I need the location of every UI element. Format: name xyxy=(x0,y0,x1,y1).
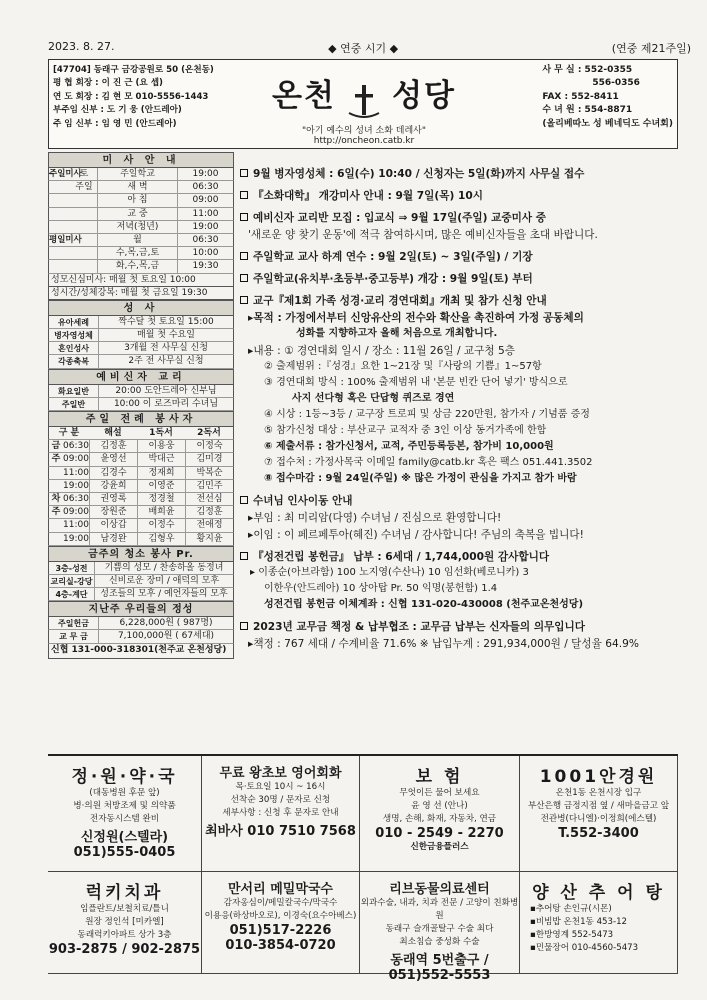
server-row xyxy=(48,467,234,480)
server-name: 황지윤 xyxy=(185,533,233,545)
sacrament-title: 성 사 xyxy=(48,300,234,316)
federation-chair: 연 도 회장 : 김 현 모 010-5556-1443 xyxy=(53,91,209,102)
ad-line: 부산은행 금정지점 옆 / 새마을금고 앞 xyxy=(527,801,670,811)
server-row xyxy=(48,453,234,466)
contest-content: ▸내용 : ① 경연대회 일시 / 장소 : 11월 26일 / 교구청 5층 xyxy=(248,345,515,357)
ad-line: 생명, 손해, 화재, 자동차, 연금 xyxy=(382,814,497,824)
ad-box xyxy=(360,872,520,983)
server-name: 이상갑 xyxy=(89,519,137,531)
ad-line: ▪비빔밥 온천1동 453-12 xyxy=(530,917,628,927)
mass-day xyxy=(71,194,97,206)
notices xyxy=(240,160,680,652)
cleaning-row xyxy=(48,575,234,588)
mass-day xyxy=(71,221,97,233)
mass-group xyxy=(49,208,71,220)
server-week xyxy=(49,467,63,479)
mass-time: 11:00 xyxy=(177,208,233,220)
ad-line: 윤 영 선 (안나) xyxy=(411,801,468,811)
mass-time: 06:30 xyxy=(177,234,233,246)
server-name: 박대근 xyxy=(137,453,185,465)
offering-account: 신협 131-000-318301(천주교 온천성당) xyxy=(51,644,227,655)
mass-time: 09:00 xyxy=(177,194,233,206)
ad-line: 온천1동 온천시장 입구 xyxy=(555,788,642,798)
server-time: 09:00 xyxy=(63,507,89,518)
contest-item: ② 출제범위 :『성경』요한 1~21장 및『사랑의 기쁨』1~57항 xyxy=(264,361,542,372)
sacrament-row-label: 혼인성사 xyxy=(49,342,99,354)
mass-row xyxy=(48,234,234,247)
ad-box xyxy=(520,872,678,974)
server-time: 06:30 xyxy=(63,493,89,504)
holy-hour: 성시간/성체강복: 매월 첫 금요일 19:30 xyxy=(51,287,208,298)
mass-day xyxy=(71,247,97,259)
left-column xyxy=(48,152,234,659)
cleaning-row-label: 교리실-강당 xyxy=(49,575,95,587)
mass-group xyxy=(49,221,71,233)
contest-item: ⑧ 접수마감 : 9월 24일(주일) ※ 많은 가정이 관심을 가지고 참가 바람 xyxy=(264,473,577,484)
ad-phone: 신정원(스텔라) 051)555-0405 xyxy=(73,830,176,860)
notice-sohwa-college: 『소화대학』 개강미사 안내 : 9월 7일(목) 10시 xyxy=(240,188,680,204)
cleaning-row xyxy=(48,588,234,601)
server-name: 김민주 xyxy=(185,480,233,492)
ad-box xyxy=(360,756,520,872)
catechumen-title: 예비신자 교리 xyxy=(48,369,234,385)
mass-row xyxy=(48,208,234,221)
server-name: 김정훈 xyxy=(89,440,137,452)
server-week: 금 xyxy=(51,441,61,452)
ad-phone-2: 010-3854-0720 xyxy=(225,938,336,953)
mass-row xyxy=(48,194,234,207)
server-name: 권영록 xyxy=(89,493,137,505)
mass-group xyxy=(49,247,71,259)
cleaning-row xyxy=(48,562,234,575)
offering-row-value: 6,228,000원 ( 987명) xyxy=(119,618,213,629)
mass-day xyxy=(71,234,97,246)
server-week: 차 xyxy=(51,493,61,504)
marian-mass: 성모신심미사: 매월 첫 토요일 10:00 xyxy=(51,274,196,285)
ad-phone: 903-2875 / 902-2875 xyxy=(48,942,201,957)
mass-time: 10:00 xyxy=(177,247,233,259)
cleaning-row-value: 신비로운 장미 / 애덕의 모후 xyxy=(108,575,220,586)
ad-phone: 최바사 010 7510 7568 xyxy=(205,824,356,839)
ad-line: 최소침습 중성화 수술 xyxy=(399,937,480,947)
ad-line: 목·토요일 10시 ~ 16시 xyxy=(235,782,326,792)
server-name: 정재희 xyxy=(137,467,185,479)
issue-date: 2023. 8. 27. xyxy=(48,40,115,53)
server-row xyxy=(48,440,234,453)
catechumen-row-value: 20:00 도안드레아 신부님 xyxy=(115,385,217,396)
server-name: 이정숙 xyxy=(185,440,233,452)
offering-title: 지난주 우리들의 정성 xyxy=(48,601,234,617)
mass-time: 06:30 xyxy=(177,181,233,193)
catechumen-row-label: 주일반 xyxy=(49,398,99,410)
mass-group xyxy=(49,194,71,206)
offering-row-value: 7,100,000원 ( 67세대) xyxy=(117,631,215,642)
server-name: 이영준 xyxy=(137,480,185,492)
ad-line: 무엇이든 물어 보세요 xyxy=(399,788,480,798)
catechumen-row-value: 10:00 이 로즈마리 수녀님 xyxy=(113,398,219,409)
server-row xyxy=(48,480,234,493)
ad-title: 무료 왕초보 영어회화 xyxy=(219,766,342,781)
sacrament-row-value: 2주 전 사무실 신청 xyxy=(128,356,204,367)
notice-building-fund: 『성전건립 봉헌금』 납부 : 6세대 / 1,744,000원 감사합니다 xyxy=(240,549,680,565)
ad-box xyxy=(48,756,202,872)
contest-item: 사지 선다형 혹은 단답형 퀴즈로 경연 xyxy=(292,393,455,404)
ad-line: 이용응(하상바오로), 이경숙(요수아베스) xyxy=(204,911,357,921)
cleaning-row-label: 4층-계단 xyxy=(49,588,95,600)
notice-sister-transfer: 수녀님 인사이동 안내 xyxy=(240,493,680,509)
server-time: 11:00 xyxy=(63,467,89,478)
server-week xyxy=(49,533,63,545)
servers-header: 구 분 해설 1독서 2독서 xyxy=(48,427,234,440)
ad-title: 보 험 xyxy=(415,767,464,787)
ad-title: 리브동물의료센터 xyxy=(389,882,490,897)
sacrament-row xyxy=(48,329,234,342)
tithe-detail: ▸책정 : 767 세대 / 수계비율 71.6% ※ 납입누계 : 291,934,000원 / 달성율 64.9% xyxy=(248,638,639,650)
building-fund-account: 성전건립 봉헌금 이체계좌 : 신협 131-020-430008 (천주교온천성당) xyxy=(264,599,584,610)
server-name: 강윤희 xyxy=(89,480,137,492)
offering-row xyxy=(48,617,234,630)
parish-url[interactable]: http://oncheon.catb.kr xyxy=(313,135,415,146)
associate-pastor: 부주임 신부 : 도 기 웅 (안드레아) xyxy=(53,105,182,116)
contest-item: ⑥ 제출서류 : 참가신청서, 교적, 주민등록등본, 참가비 10,000원 xyxy=(264,441,554,452)
ad-line: ▪민물장어 010-4560-5473 xyxy=(530,943,639,953)
notice-sick-communion: 9월 병자영성체 : 6일(수) 10:40 / 신청자는 5일(화)까지 사무실 접수 xyxy=(240,166,680,182)
ad-line: 전자동시스템 완비 xyxy=(89,814,160,824)
ad-line: 병·의원 처방조제 및 의약품 xyxy=(73,801,176,811)
convent-phone: 수 녀 원 : 554-8871 xyxy=(542,105,633,116)
sacrament-row-value: 3개월 전 사무실 신청 xyxy=(124,343,208,354)
notice-catechumen-detail: '새로운 양 찾기 운동'에 적극 참여하시며, 많은 예비신자들을 초대 바랍니다. xyxy=(248,229,598,241)
server-name: 윤영선 xyxy=(89,453,137,465)
ad-title: 정·원·약·국 xyxy=(71,767,178,787)
server-name: 이정수 xyxy=(137,519,185,531)
server-time: 11:00 xyxy=(63,520,89,531)
server-time: 09:00 xyxy=(63,454,89,465)
ad-title: 1001안경원 xyxy=(539,767,658,787)
ad-line: 동래럭키아파트 상가 3층 xyxy=(77,930,172,940)
notice-bible-contest: 교구『제1회 가족 성경·교리 경연대회』개최 및 참가 신청 안내 xyxy=(240,293,680,309)
ad-box xyxy=(202,756,360,872)
cleaning-row-label: 3층-성전 xyxy=(49,562,95,574)
server-name: 전선심 xyxy=(185,493,233,505)
advertisements xyxy=(48,754,678,983)
offering-row-label: 교 무 금 xyxy=(49,630,99,642)
server-name: 정경철 xyxy=(137,493,185,505)
server-row xyxy=(48,506,234,519)
server-week xyxy=(49,519,63,531)
server-time: 19:00 xyxy=(63,480,89,491)
ad-phone: 051)517-2226 xyxy=(229,923,332,938)
ad-phone: T.552-3400 xyxy=(558,826,639,841)
server-name: 박복순 xyxy=(185,467,233,479)
ad-box xyxy=(520,756,678,872)
cleaning-title: 금주의 청소 봉사 Pr. xyxy=(48,546,234,562)
mass-row xyxy=(48,221,234,234)
server-name: 장원준 xyxy=(89,506,137,518)
parish-title xyxy=(269,70,459,146)
sacrament-row xyxy=(48,316,234,329)
server-week xyxy=(49,480,63,492)
server-name: 전애정 xyxy=(185,519,233,531)
server-week: 주 xyxy=(51,507,61,518)
catechumen-row xyxy=(48,385,234,398)
server-name: 남경완 xyxy=(89,533,137,545)
server-name: 이용웅 xyxy=(137,440,185,452)
ad-phone: 동래역 5번출구 / 051)552-5553 xyxy=(388,953,491,983)
address: [47704] 동래구 금강공원로 50 (온천동) xyxy=(53,65,214,75)
masthead xyxy=(48,59,678,149)
contest-item: ④ 시상 : 1등~3등 / 교구장 트로피 및 상금 220만원, 참가자 / 기념품 증정 xyxy=(264,409,590,420)
contest-item: ⑤ 참가신청 대상 : 부산교구 교적자 중 3인 이상 동거가족에 한함 xyxy=(264,425,547,436)
mass-row xyxy=(48,247,234,260)
title-left: 온천 xyxy=(272,78,336,114)
ad-line: 전관병(다니엘)·이정희(에스텔) xyxy=(540,814,657,824)
ad-line: 원장 정인석 [미카엘] xyxy=(85,917,164,927)
server-row xyxy=(48,533,234,546)
mass-name: 수,목,금,토 xyxy=(97,247,177,259)
liturgical-season: ◆ 연중 시기 ◆ xyxy=(328,42,399,55)
mass-group: 평일미사 xyxy=(49,234,82,245)
ad-line: 선착순 30명 / 문자로 신청 xyxy=(230,795,331,805)
ad-box xyxy=(202,872,360,974)
mass-group xyxy=(49,260,71,272)
sacrament-row-value: 매월 첫 수요일 xyxy=(137,330,195,341)
ad-brand: 신한금융플러스 xyxy=(410,842,469,852)
notice-catechumen: 예비신자 교리반 모집 : 입교식 ⇒ 9월 17일(주일) 교중미사 중 xyxy=(240,210,680,226)
cleaning-row-value: 기쁨의 성모 / 찬송하올 동정녀 xyxy=(104,562,224,573)
council-chair: 평 협 회장 : 이 진 근 (요 셉) xyxy=(53,78,163,89)
ad-box xyxy=(48,872,202,974)
server-time: 19:00 xyxy=(63,533,89,544)
server-name: 김형우 xyxy=(137,533,185,545)
mass-time: 19:30 xyxy=(177,260,233,272)
ad-phone: 010 - 2549 - 2270 xyxy=(375,826,504,841)
ad-line: 외과수술, 내과, 치과 전문 / 고양이 친화병원 xyxy=(360,898,519,921)
contest-item: ⑦ 접수처 : 가정사목국 이메일 family@catb.kr 혹은 팩스 051.441.3502 xyxy=(264,457,593,468)
cleaning-row-value: 성조들의 모후 / 예언자들의 모후 xyxy=(100,589,228,600)
sister-arrival: ▸부임 : 최 미리암(다영) 수녀님 / 진심으로 환영합니다! xyxy=(248,512,502,524)
sacrament-row xyxy=(48,355,234,368)
donors-line-1: ▸ 이종순(아브라함) 100 노지영(수산나) 10 임선화(베로니카) 3 xyxy=(250,567,529,578)
mass-name: 새 벽 xyxy=(97,181,177,193)
mass-group: 주일미사 xyxy=(49,169,82,179)
ad-title: 만서리 메밀막국수 xyxy=(228,882,333,897)
server-row xyxy=(48,519,234,532)
mass-day xyxy=(71,260,97,272)
offering-row xyxy=(48,630,234,643)
mass-time: 19:00 xyxy=(177,168,233,180)
parish-info xyxy=(53,64,214,131)
mass-name: 월 xyxy=(97,234,177,246)
mass-name: 화,수,목,금 xyxy=(97,260,177,272)
office-phone: 사 무 실 : 552-0355 xyxy=(542,65,633,75)
title-right: 성당 xyxy=(392,78,456,114)
mass-name: 아 침 xyxy=(97,194,177,206)
server-name: 김정훈 xyxy=(185,506,233,518)
server-name: 배희윤 xyxy=(137,506,185,518)
mass-group xyxy=(49,181,71,193)
notice-tithe: 2023년 교무금 책정 & 납부협조 : 교무금 납부는 신자들의 의무입니다 xyxy=(240,619,680,635)
sister-departure: ▸이임 : 이 페르페투아(혜진) 수녀님 / 감사합니다! 주님의 축복을 빕니다! xyxy=(248,529,584,541)
patron-saint: "아기 예수의 성녀 소화 데레사" xyxy=(301,125,427,136)
mass-day: 주일 xyxy=(75,182,93,193)
mass-row xyxy=(48,181,234,194)
liturgical-week: (연중 제21주일) xyxy=(611,42,691,55)
contest-purpose: ▸목적 : 가정에서부터 신앙유산의 전수와 확산을 촉진하여 가정 공동체의 xyxy=(248,312,584,324)
ad-line: 동래구 슬개골탈구 수술 최다 xyxy=(385,924,494,934)
server-time: 06:30 xyxy=(63,441,89,452)
contact-numbers xyxy=(542,64,673,131)
offering-row-label: 주일헌금 xyxy=(49,617,99,629)
ad-line: ▪한방영계 552-5473 xyxy=(530,930,614,940)
servers-title: 주일 전례 봉사자 xyxy=(48,411,234,427)
sacrament-row-label: 병자영성체 xyxy=(49,329,99,341)
contest-purpose-2: 성화를 지향하고자 올해 처음으로 개최합니다. xyxy=(296,328,498,339)
notice-teacher-training: 주일학교 교사 하계 연수 : 9월 2일(토) ~ 3일(주일) / 기장 xyxy=(240,249,680,265)
fax: FAX : 552-8411 xyxy=(542,91,619,102)
ad-title: 럭키치과 xyxy=(85,883,164,903)
mass-day: 토 xyxy=(79,169,89,179)
donors-line-2: 이한우(안드레아) 10 상아탑 Pr. 50 익명(봉헌함) 1.4 xyxy=(264,583,498,594)
sacrament-row xyxy=(48,342,234,355)
ad-line: 감자옹심이/메밀칼국수/막국수 xyxy=(223,898,338,908)
pastor: 주 임 신부 : 임 영 민 (안드레아) xyxy=(53,118,177,129)
server-name: 김경수 xyxy=(89,467,137,479)
sacrament-row-value: 짝수달 첫 토요일 15:00 xyxy=(118,316,214,327)
mass-row xyxy=(48,168,234,181)
sacrament-row-label: 각종축복 xyxy=(49,355,99,367)
office-phone-2: 556-0356 xyxy=(592,78,640,89)
mass-name: 주일학교 xyxy=(97,168,177,180)
ad-line: (대동병원 후문 앞) xyxy=(89,788,160,798)
mass-name: 저녁(청년) xyxy=(97,221,177,233)
top-line xyxy=(48,40,691,56)
ad-line: 임플란트/보철치료/틀니 xyxy=(80,904,169,914)
catechumen-row xyxy=(48,398,234,411)
ad-line: ▪추어탕 손인규(시몬) xyxy=(530,904,612,914)
convent-name: (올리베따노 성 베네딕도 수녀회) xyxy=(542,118,673,129)
ad-title: 양 산 추 어 탕 xyxy=(532,883,665,903)
mass-day xyxy=(71,208,97,220)
server-name: 김미경 xyxy=(185,453,233,465)
server-row xyxy=(48,493,234,506)
mass-time: 19:00 xyxy=(177,221,233,233)
server-week: 주 xyxy=(51,454,61,465)
mass-name: 교 중 xyxy=(97,208,177,220)
contest-item: ③ 경연대회 방식 : 100% 출제범위 내 '본문 빈칸 단어 넣기' 방식으로 xyxy=(264,377,568,388)
mass-schedule-title: 미 사 안 내 xyxy=(48,152,234,168)
cross-icon xyxy=(347,85,381,119)
sacrament-row-label: 유아세례 xyxy=(49,316,99,328)
mass-row xyxy=(48,260,234,273)
ad-line: 세부사항 : 신청 후 문자로 안내 xyxy=(222,808,339,818)
notice-school-opening: 주일학교(유치부·초등부·중고등부) 개강 : 9월 9일(토) 부터 xyxy=(240,271,680,287)
catechumen-row-label: 화요일반 xyxy=(49,385,99,397)
